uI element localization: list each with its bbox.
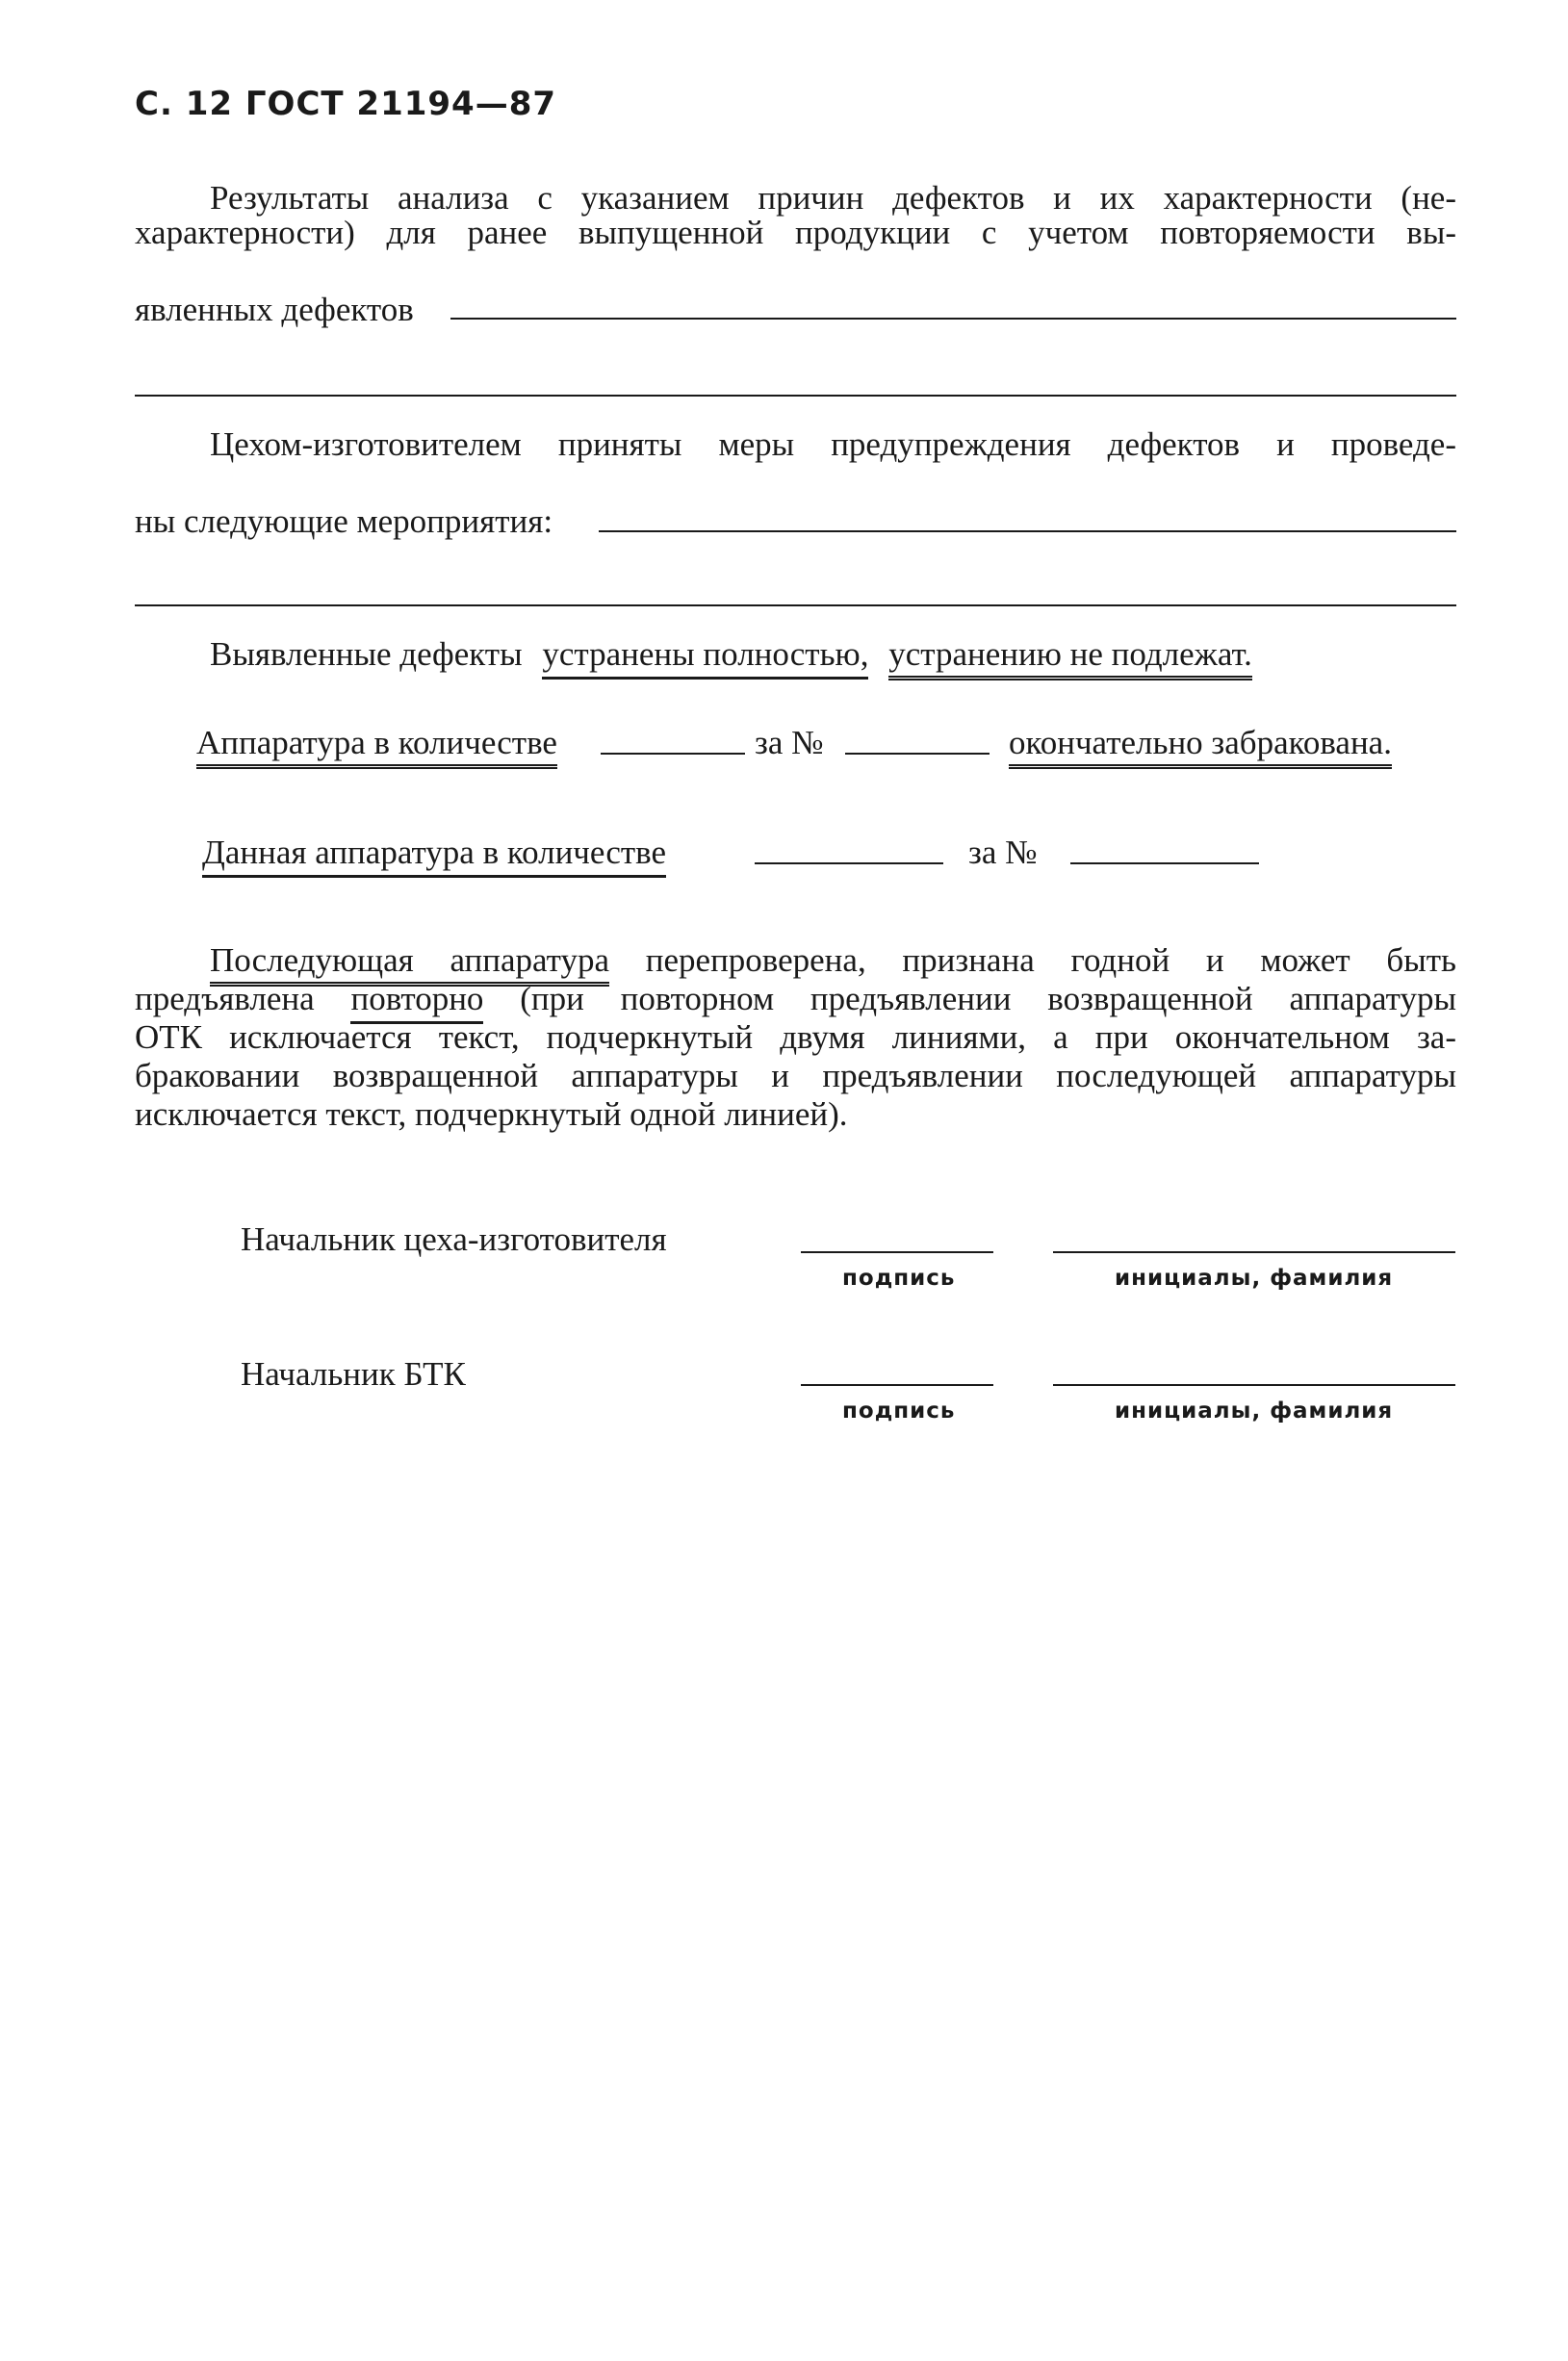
defects-not-fixable: устранению не подлежат. <box>888 635 1252 680</box>
rejected-number-field <box>845 753 990 755</box>
signature-line-2 <box>801 1384 993 1386</box>
rejected-suffix-wrap <box>1009 724 1392 762</box>
signature-role-btk-head: Начальник БТК <box>241 1355 466 1393</box>
defects-fixed-fully: устранены полностью, <box>542 635 868 680</box>
rejected-quantity-field <box>601 753 745 755</box>
name-caption-2: инициалы, фамилия <box>1115 1399 1394 1424</box>
name-caption-1: инициалы, фамилия <box>1115 1266 1394 1291</box>
given-za-no: за № <box>968 834 1038 871</box>
paragraph-line-5: исключается текст, подчеркнутый одной линией). <box>135 1095 848 1133</box>
measures-fill-line-1 <box>599 530 1456 532</box>
rejected-prefix: Аппаратура в количестве <box>196 724 557 769</box>
name-line-1 <box>1053 1251 1455 1253</box>
given-quantity-field <box>755 862 943 864</box>
given-number-field <box>1070 862 1259 864</box>
name-line-2 <box>1053 1384 1455 1386</box>
results-fill-line-2 <box>135 395 1456 397</box>
given-line <box>202 834 666 872</box>
signature-line-1 <box>801 1251 993 1253</box>
paragraph-line-2: предъявлена повторно (при повторном предъявлении возвращенной аппаратуры <box>135 980 1456 1018</box>
measures-line-2: ны следующие мероприятия: <box>135 502 553 540</box>
standard-title: ГОСТ 21194—87 <box>244 85 557 123</box>
signature-caption-1: подпись <box>842 1266 956 1291</box>
measures-fill-line-2 <box>135 604 1456 606</box>
page-number: С. 12 <box>135 85 234 123</box>
paragraph-line-3: ОТК исключается текст, подчеркнутый двумя линиями, а при окончательном за- <box>135 1018 1456 1056</box>
results-line-3: явленных дефектов <box>135 291 414 328</box>
results-fill-line-1 <box>450 318 1456 320</box>
defects-prefix: Выявленные дефекты <box>210 635 523 673</box>
measures-line-1: Цехом-изготовителем приняты меры предупреждения дефектов и проведе- <box>210 425 1456 463</box>
rejected-suffix: окончательно забракована. <box>1009 724 1392 769</box>
results-line-1: Результаты анализа с указанием причин дефектов и их характерности (не- <box>210 179 1456 217</box>
paragraph-underlined-repeat: повторно <box>350 980 483 1024</box>
results-line-2: характерности) для ранее выпущенной продукции с учетом повторяемости вы- <box>135 214 1456 251</box>
rejected-line <box>196 724 557 762</box>
paragraph-line-4: браковании возвращенной аппаратуры и предъявлении последующей аппаратуры <box>135 1057 1456 1094</box>
rejected-za-no: за № <box>755 724 824 761</box>
signature-role-workshop-head: Начальник цеха-изготовителя <box>241 1220 667 1258</box>
page-header <box>135 85 556 123</box>
signature-caption-2: подпись <box>842 1399 956 1424</box>
defects-status-line <box>210 635 1252 674</box>
paragraph-underlined-apparatus: Последующая аппаратура <box>210 941 609 987</box>
paragraph-line-1: Последующая аппаратура перепроверена, признана годной и может быть <box>210 941 1456 980</box>
given-prefix: Данная аппаратура в количестве <box>202 834 666 878</box>
